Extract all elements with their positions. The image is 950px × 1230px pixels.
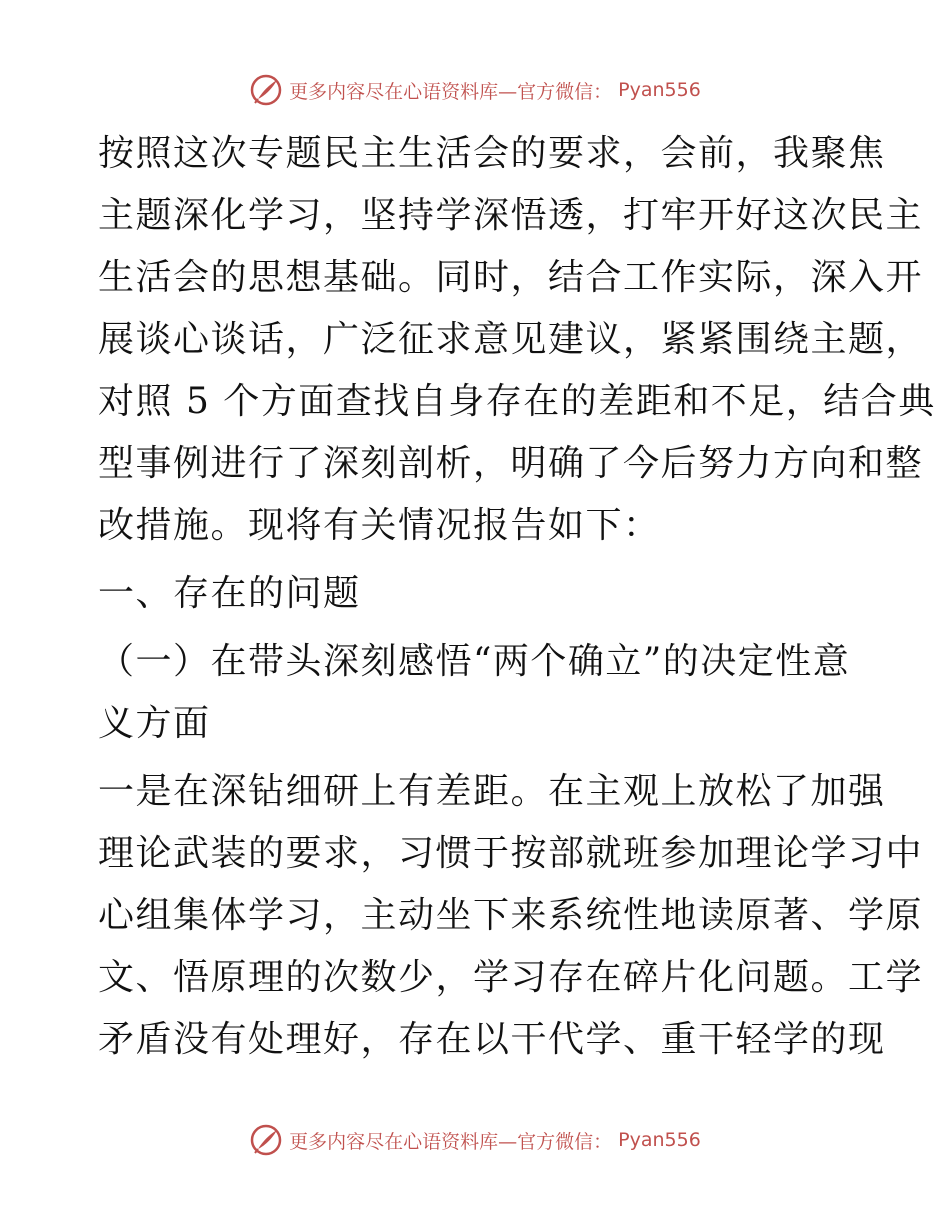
text-line: 一是在深钻细研上有差距。在主观上放松了加强 (98, 771, 886, 812)
heading-line: 一、存在的问题 (98, 573, 361, 614)
watermark-header (0, 70, 950, 110)
text-line: 型事例进行了深刻剖析，明确了今后努力方向和整 (98, 443, 924, 484)
document-body (98, 123, 936, 1077)
subheading-line: 义方面 (98, 703, 211, 744)
text-line: 理论武装的要求，习惯于按部就班参加理论学习中 (98, 833, 924, 874)
feather-pen-logo-icon (249, 1123, 283, 1157)
text-line: 矛盾没有处理好，存在以干代学、重干轻学的现 (98, 1019, 886, 1060)
subheading-line: （一）在带头深刻感悟“两个确立”的决定性意 (98, 641, 851, 682)
watermark-text: 更多内容尽在心语资料库—官方微信： (289, 80, 613, 103)
feather-pen-logo-icon (249, 73, 283, 107)
watermark-contact: Pyan556 (618, 1129, 701, 1151)
text-line: 心组集体学习，主动坐下来系统性地读原著、学原 (98, 895, 924, 936)
watermark-footer (0, 1120, 950, 1160)
text-line: 生活会的思想基础。同时，结合工作实际，深入开 (98, 257, 924, 298)
text-line: 对照 5 个方面查找自身存在的差距和不足，结合典 (98, 381, 936, 422)
text-line: 展谈心谈话，广泛征求意见建议，紧紧围绕主题， (98, 319, 924, 360)
watermark-text: 更多内容尽在心语资料库—官方微信： (289, 1130, 613, 1153)
subsection-heading (98, 631, 850, 755)
text-line: 主题深化学习，坚持学深悟透，打牢开好这次民主 (98, 195, 924, 236)
text-line: 按照这次专题民主生活会的要求，会前，我聚焦 (98, 133, 886, 174)
text-line: 文、悟原理的次数少，学习存在碎片化问题。工学 (98, 957, 924, 998)
watermark-contact: Pyan556 (618, 79, 701, 101)
body-paragraph (98, 761, 924, 1071)
intro-paragraph (98, 123, 936, 557)
section-heading (98, 563, 850, 625)
text-line: 改措施。现将有关情况报告如下： (98, 505, 661, 546)
